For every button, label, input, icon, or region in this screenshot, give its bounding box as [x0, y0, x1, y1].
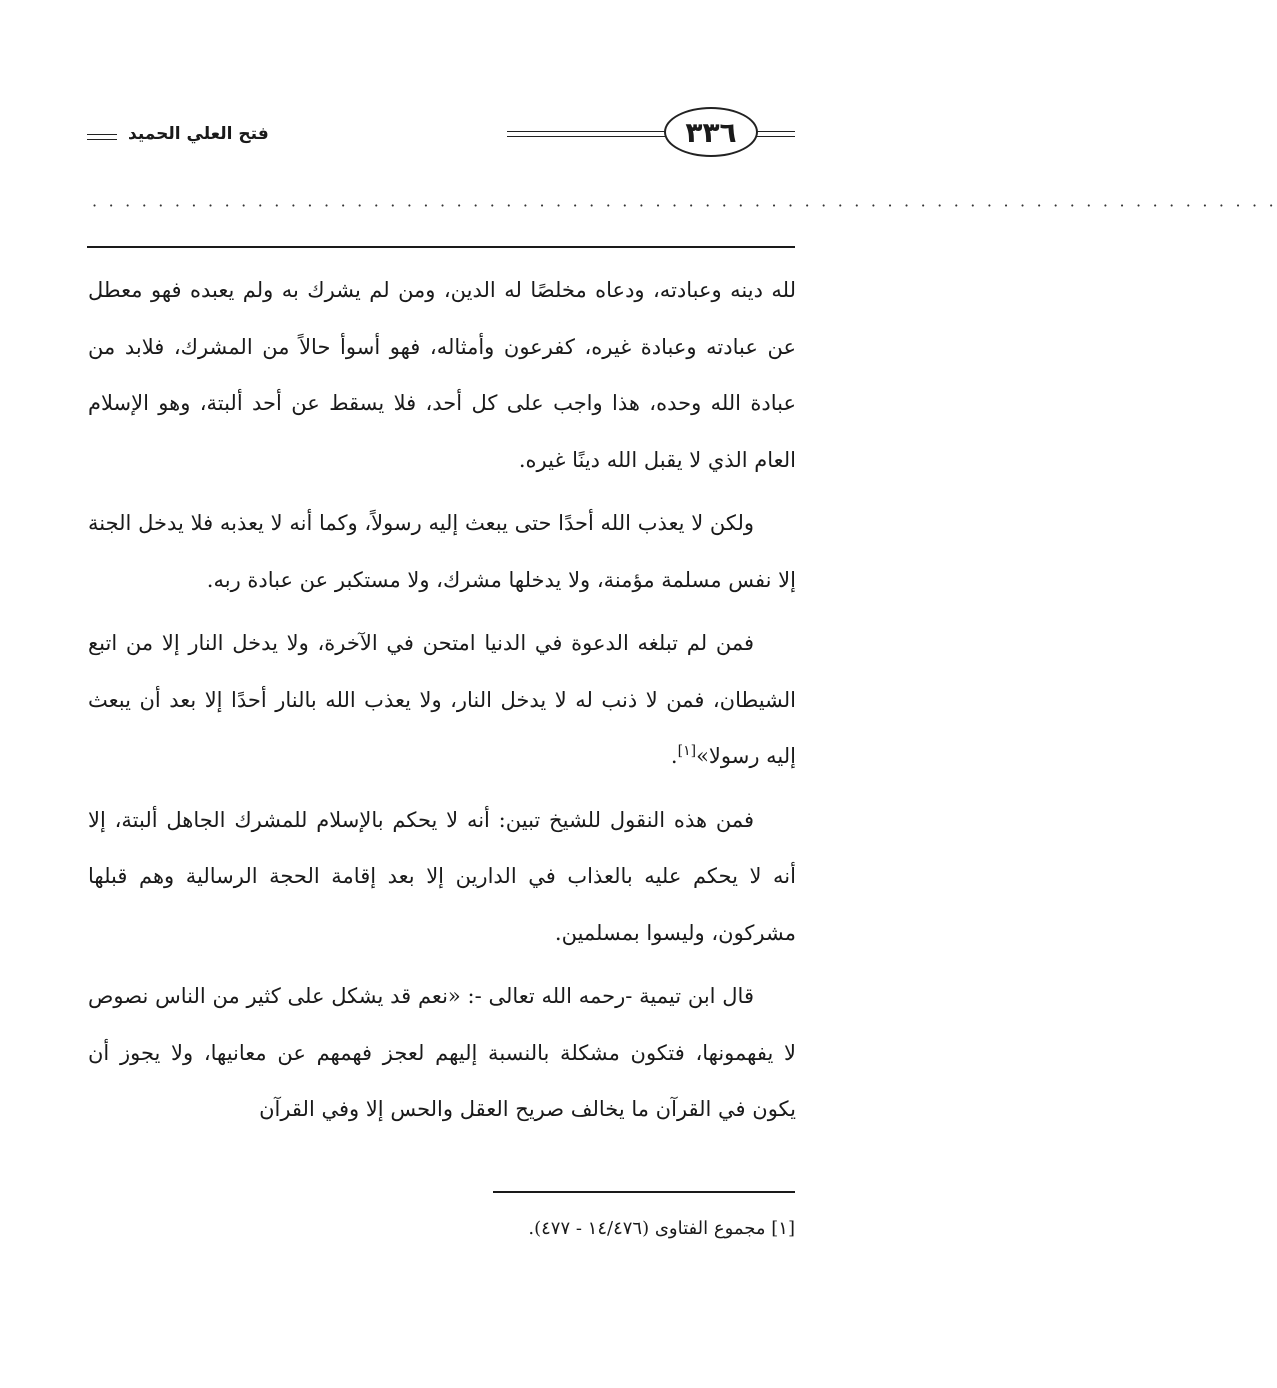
footnote: [١] مجموع الفتاوى (١٤/٤٧٦ - ٤٧٧). [528, 1218, 795, 1239]
page-number: ٣٣٦ [664, 107, 758, 157]
paragraph-3-text: فمن لم تبلغه الدعوة في الدنيا امتحن في الآخرة، ولا يدخل النار إلا من اتبع الشيطان، فمن لا ذنب له لا يدخل النار، ولا يعذب الله بالنار أحدًا إلا بعد أن يبعث إليه رسولا» [88, 631, 796, 768]
paragraph-3 [88, 615, 796, 785]
paragraph-5: قال ابن تيمية -رحمه الله تعالى -: «نعم قد يشكل على كثير من الناس نصوص لا يفهمونها، فتكون مشكلة بالنسبة إليهم لعجز فهمهم عن معانيها، ولا يجوز أن يكون في القرآن ما يخالف صريح العقل والحس إلا وفي القرآن [88, 984, 796, 1121]
paragraph-1: لله دينه وعبادته، ودعاه مخلصًا له الدين، ومن لم يشرك به ولم يعبده فهو معطل عن عبادته وعبادة غيره، كفرعون وأمثاله، فهو أسوأ حالاً من المشرك، فلابد من عبادة الله وحده، هذا واجب على كل أحد، فلا يسقط عن أحد ألبتة، وهو الإسلام العام الذي لا يقبل الله دينًا غيره. [88, 278, 796, 472]
header-rule [87, 246, 795, 248]
running-title: فتح العلي الحميد [128, 124, 269, 144]
footnote-reference[interactable]: [١] [677, 743, 697, 759]
footnote-rule [493, 1191, 795, 1193]
page-number-rule-left-bottom [507, 136, 665, 137]
dotted-separator: · · · · · · · · · · · · · · · · · · · · · · · · · · · · · · · · · · · · · · · · · · · · · · · · · · · · · · · · · · · · · · · · · · · · · · · · [92, 196, 1277, 215]
title-double-rule-top [87, 134, 117, 135]
title-double-rule-bottom [87, 139, 117, 140]
paragraph-3-end: . [670, 744, 678, 768]
page-number-rule-left-top [507, 131, 665, 132]
page-number-rule-right-top [757, 131, 795, 132]
page-header [0, 0, 879, 170]
paragraph-4: فمن هذه النقول للشيخ تبين: أنه لا يحكم بالإسلام للمشرك الجاهل ألبتة، إلا أنه لا يحكم عليه بالعذاب في الدارين إلا بعد إقامة الحجة الرسالية وهم قبلها مشركون، وليسوا بمسلمين. [88, 807, 796, 945]
page-number-rule-right-bottom [757, 136, 795, 137]
paragraph-2: ولكن لا يعذب الله أحدًا حتى يبعث إليه رسولاً، وكما أنه لا يعذبه فلا يدخل الجنة إلا نفس مسلمة مؤمنة، ولا يدخلها مشرك، ولا مستكبر عن عبادة ربه. [88, 511, 796, 592]
main-text [88, 262, 796, 1138]
